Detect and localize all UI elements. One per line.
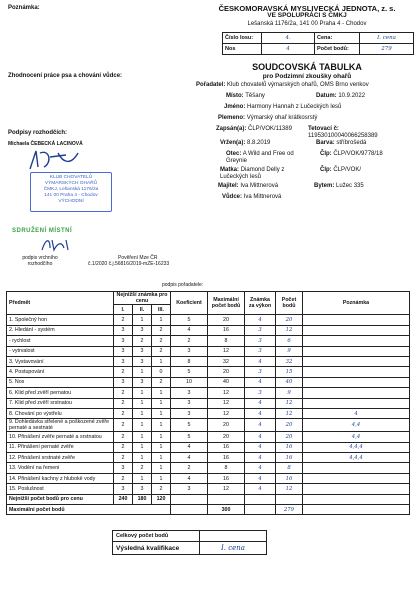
row-predmet: 3. Vystavování bbox=[7, 356, 114, 366]
row-ii: 3 bbox=[133, 325, 152, 335]
row-iii: 1 bbox=[152, 432, 171, 442]
max-row-label: Maximální počet bodů bbox=[7, 505, 171, 515]
row-i: 2 bbox=[114, 367, 133, 377]
misto-label: Místo: bbox=[226, 93, 244, 99]
row-znamka: 4 bbox=[245, 408, 276, 418]
nos-label: Nos bbox=[223, 44, 262, 55]
row-max: 12 bbox=[208, 388, 245, 398]
row-ii: 3 bbox=[133, 346, 152, 356]
row-koeficient: 5 bbox=[171, 419, 208, 432]
stamp-line: 141 00 Praha 4 - Chodov bbox=[44, 193, 98, 198]
row-max: 16 bbox=[208, 473, 245, 483]
row-koeficient: 2 bbox=[171, 463, 208, 473]
stamp-line: ČMKJ, Lešanská 1176/2a bbox=[43, 187, 99, 192]
row-ii: 1 bbox=[133, 473, 152, 483]
org-address: Lešanská 1176/2a, 141 00 Praha 4 - Chodov bbox=[247, 21, 367, 27]
povereni-cislo: č.1/2020 č.j.56816/2019-mZE-16233 bbox=[88, 261, 170, 267]
row-i: 2 bbox=[114, 398, 133, 408]
table-row bbox=[7, 473, 410, 483]
row-poznamka bbox=[303, 388, 410, 398]
row-iii: 1 bbox=[152, 419, 171, 432]
row-pocet-bodu: 8 bbox=[276, 463, 303, 473]
row-ii: 1 bbox=[133, 367, 152, 377]
row-poznamka bbox=[303, 325, 410, 335]
row-koeficient: 3 bbox=[171, 484, 208, 494]
row-max: 16 bbox=[208, 442, 245, 452]
row-max: 20 bbox=[208, 432, 245, 442]
row-max: 20 bbox=[208, 419, 245, 432]
datum-label: Datum: bbox=[316, 93, 337, 99]
row-max: 16 bbox=[208, 453, 245, 463]
row-predmet: 5. Nos bbox=[7, 377, 114, 387]
row-predmet: - vytrvalost bbox=[7, 346, 114, 356]
row-koeficient: 8 bbox=[171, 356, 208, 366]
row-predmet: 7. Klid před zvěří srstnatou bbox=[7, 398, 114, 408]
tetovaci-label: Tetovací č: bbox=[308, 126, 339, 132]
row-poznamka bbox=[303, 367, 410, 377]
total-points: 279 bbox=[276, 505, 303, 515]
row-ii: 1 bbox=[133, 432, 152, 442]
row-znamka: 4 bbox=[245, 432, 276, 442]
row-znamka: 3 bbox=[245, 336, 276, 346]
red-stamp-text: SDRUŽENÍ MÍSTNÍ bbox=[12, 228, 73, 234]
row-pocet-bodu: 20 bbox=[276, 315, 303, 325]
row-max: 12 bbox=[208, 484, 245, 494]
row-i: 2 bbox=[114, 419, 133, 432]
stamp-line: KLUB CHOVATELŮ bbox=[49, 175, 93, 180]
row-predmet: 4. Postupování bbox=[7, 367, 114, 377]
row-pocet-bodu: 32 bbox=[276, 356, 303, 366]
row-predmet: 1. Společný hon bbox=[7, 315, 114, 325]
otec-label: Otec: bbox=[226, 151, 242, 157]
club-stamp bbox=[30, 172, 112, 212]
row-iii: 1 bbox=[152, 442, 171, 452]
vysledna-label: Výsledná kvalifikace bbox=[113, 542, 200, 555]
datum-value: 10.9.2022 bbox=[338, 93, 366, 99]
row-pocet-bodu: 9 bbox=[276, 346, 303, 356]
row-znamka: 4 bbox=[245, 473, 276, 483]
row-koeficient: 3 bbox=[171, 388, 208, 398]
col-i: I. bbox=[114, 305, 133, 315]
row-znamka: 3 bbox=[245, 367, 276, 377]
row-max: 20 bbox=[208, 367, 245, 377]
plemeno-value: Výmarský ohař krátkosrstý bbox=[246, 115, 318, 121]
page-title: SOUDCOVSKÁ TABULKA bbox=[252, 62, 362, 72]
row-koeficient: 5 bbox=[171, 367, 208, 377]
row-max: 12 bbox=[208, 398, 245, 408]
row-iii: 1 bbox=[152, 356, 171, 366]
row-znamka: 4 bbox=[245, 356, 276, 366]
row-poznamka bbox=[303, 356, 410, 366]
row-pocet-bodu: 12 bbox=[276, 484, 303, 494]
col-nejnizsi: Nejnižší známka pro cenu bbox=[114, 292, 171, 305]
row-koeficient: 4 bbox=[171, 453, 208, 463]
row-ii: 1 bbox=[133, 419, 152, 432]
poznamka-label: Poznámka: bbox=[8, 5, 40, 11]
row-iii: 1 bbox=[152, 473, 171, 483]
table-row bbox=[7, 484, 410, 494]
nejnizsi-ii: 180 bbox=[133, 494, 152, 504]
row-i: 2 bbox=[114, 442, 133, 452]
zapsan-value: ČLP/VOK/11389 bbox=[248, 126, 292, 132]
row-iii: 1 bbox=[152, 315, 171, 325]
row-predmet: 11. Přinášení pernaté zvěře bbox=[7, 442, 114, 452]
row-i: 3 bbox=[114, 325, 133, 335]
row-poznamka: 4,4,4 bbox=[303, 442, 410, 452]
table-row bbox=[7, 419, 410, 432]
row-ii: 3 bbox=[133, 356, 152, 366]
row-max: 32 bbox=[208, 356, 245, 366]
row-koeficient: 2 bbox=[171, 336, 208, 346]
row-znamka: 4 bbox=[245, 315, 276, 325]
row-poznamka: 4,4,4 bbox=[303, 453, 410, 463]
nejnizsi-iii: 120 bbox=[152, 494, 171, 504]
bytem-label: Bytem: bbox=[314, 183, 335, 189]
row-znamka: 4 bbox=[245, 377, 276, 387]
score-table bbox=[6, 291, 410, 515]
page-subtitle: pro Podzimní zkoušky ohařů bbox=[262, 73, 352, 80]
vudce-label: Vůdce: bbox=[222, 194, 243, 200]
row-predmet: 15. Poslušnost bbox=[7, 484, 114, 494]
row-znamka: 3 bbox=[245, 346, 276, 356]
row-iii: 2 bbox=[152, 336, 171, 346]
row-pocet-bodu: 16 bbox=[276, 473, 303, 483]
row-pocet-bodu: 20 bbox=[276, 432, 303, 442]
row-iii: 1 bbox=[152, 388, 171, 398]
table-row bbox=[7, 408, 410, 418]
row-ii: 1 bbox=[133, 388, 152, 398]
row-predmet: 12. Přinášení srstnaté zvěře bbox=[7, 453, 114, 463]
row-koeficient: 4 bbox=[171, 325, 208, 335]
row-znamka: 3 bbox=[245, 388, 276, 398]
row-i: 3 bbox=[114, 484, 133, 494]
nejnizsi-row-label: Nejnižší počet bodů pro cenu bbox=[7, 494, 114, 504]
table-row bbox=[7, 463, 410, 473]
row-iii: 2 bbox=[152, 484, 171, 494]
row-predmet: 14. Přinášení kachny z hlubokě vody bbox=[7, 473, 114, 483]
col-pocet: Počet bodů bbox=[276, 292, 303, 315]
table-row bbox=[7, 442, 410, 452]
row-i: 3 bbox=[114, 377, 133, 387]
tetovaci-value: 119530100040066258389 bbox=[308, 133, 378, 139]
table-row bbox=[7, 377, 410, 387]
row-predmet: 6. Klid před zvěří pernatou bbox=[7, 388, 114, 398]
rozhodci-name: Michaela ČEBECKÁ LACINOVÁ bbox=[8, 141, 83, 147]
row-poznamka: 4 bbox=[303, 408, 410, 418]
row-pocet-bodu: 16 bbox=[276, 453, 303, 463]
row-i: 2 bbox=[114, 432, 133, 442]
celkovy-label: Celkový počet bodů bbox=[113, 531, 200, 542]
col-poznamka: Poznámka bbox=[303, 292, 410, 315]
row-iii: 2 bbox=[152, 325, 171, 335]
row-predmet: 9. Dohledávka střelené a poškozené zvěře pernaté a sestnaté bbox=[7, 419, 114, 432]
row-pocet-bodu: 12 bbox=[276, 325, 303, 335]
row-koeficient: 4 bbox=[171, 442, 208, 452]
otec-value: A Wild and Free od Greynie bbox=[226, 151, 294, 164]
table-row bbox=[7, 325, 410, 335]
row-koeficient: 10 bbox=[171, 377, 208, 387]
table-row bbox=[7, 367, 410, 377]
row-koeficient: 4 bbox=[171, 473, 208, 483]
table-row bbox=[7, 346, 410, 356]
col-znamka: Známka za výkon bbox=[245, 292, 276, 315]
row-poznamka bbox=[303, 315, 410, 325]
org-name: ČESKOMORAVSKÁ MYSLIVECKÁ JEDNOTA, z. s. bbox=[218, 4, 396, 13]
row-poznamka bbox=[303, 377, 410, 387]
row-poznamka bbox=[303, 398, 410, 408]
table-row bbox=[7, 388, 410, 398]
col-predmet: Předmět bbox=[7, 292, 114, 315]
row-i: 3 bbox=[114, 346, 133, 356]
row-pocet-bodu: 9 bbox=[276, 388, 303, 398]
row-predmet: - rychlost bbox=[7, 336, 114, 346]
row-pocet-bodu: 20 bbox=[276, 419, 303, 432]
row-znamka: 4 bbox=[245, 463, 276, 473]
row-znamka: 4 bbox=[245, 419, 276, 432]
row-ii: 1 bbox=[133, 408, 152, 418]
row-i: 2 bbox=[114, 388, 133, 398]
cena-value: I. cena bbox=[360, 33, 414, 44]
row-ii: 3 bbox=[133, 377, 152, 387]
row-ii: 2 bbox=[133, 336, 152, 346]
misto-value: Těšany bbox=[245, 93, 265, 99]
row-max: 12 bbox=[208, 346, 245, 356]
vysledna-value: I. cena bbox=[200, 542, 267, 555]
row-i: 2 bbox=[114, 453, 133, 463]
majitel-label: Majitel: bbox=[218, 183, 239, 189]
row-iii: 1 bbox=[152, 398, 171, 408]
majitel-value: Iva Mittnerová bbox=[240, 183, 279, 189]
rozhodciho: rozhodčího bbox=[27, 261, 53, 267]
table-row bbox=[7, 453, 410, 463]
row-znamka: 4 bbox=[245, 484, 276, 494]
row-max: 40 bbox=[208, 377, 245, 387]
row-iii: 2 bbox=[152, 377, 171, 387]
table-row bbox=[7, 336, 410, 346]
row-ii: 2 bbox=[133, 463, 152, 473]
info-box bbox=[222, 32, 414, 55]
jmeno-label: Jméno: bbox=[224, 104, 246, 110]
poradatel-value: Klub chovatelů výmarských ohařů, OMS Brno venkov bbox=[227, 82, 369, 88]
podpis-poradatele: podpis pořadatele: bbox=[162, 282, 204, 288]
row-znamka: 4 bbox=[245, 453, 276, 463]
row-predmet: 13. Vodění na řemeni bbox=[7, 463, 114, 473]
table-row bbox=[7, 398, 410, 408]
row-i: 3 bbox=[114, 336, 133, 346]
cislo-losu-value: 4. bbox=[262, 33, 315, 44]
barva-label: Barva: bbox=[316, 140, 335, 146]
row-pocet-bodu: 6 bbox=[276, 336, 303, 346]
row-koeficient: 3 bbox=[171, 398, 208, 408]
row-iii: 1 bbox=[152, 408, 171, 418]
pocet-bodu-value: 279 bbox=[360, 44, 414, 55]
vudce-value: Iva Mittnerová bbox=[243, 194, 282, 200]
table-row bbox=[7, 432, 410, 442]
row-i: 2 bbox=[114, 408, 133, 418]
cislo-losu-label: Číslo losu: bbox=[223, 33, 262, 44]
zapsan-label: Zapsán(a): bbox=[216, 126, 247, 132]
row-iii: 0 bbox=[152, 367, 171, 377]
row-pocet-bodu: 16 bbox=[276, 442, 303, 452]
row-poznamka bbox=[303, 463, 410, 473]
matka-label: Matka: bbox=[220, 167, 240, 173]
row-ii: 1 bbox=[133, 453, 152, 463]
pocet-bodu-label: Počet bodů: bbox=[315, 44, 360, 55]
jmeno-value: Harmony Hannah z Lučeckých lesů bbox=[247, 104, 342, 110]
cena-label: Cena: bbox=[315, 33, 360, 44]
row-iii: 1 bbox=[152, 453, 171, 463]
col-ii: II. bbox=[133, 305, 152, 315]
row-ii: 3 bbox=[133, 484, 152, 494]
row-max: 8 bbox=[208, 336, 245, 346]
row-poznamka: 4,4 bbox=[303, 432, 410, 442]
row-max: 8 bbox=[208, 463, 245, 473]
row-znamka: 4 bbox=[245, 442, 276, 452]
summary-table bbox=[112, 530, 267, 555]
row-predmet: 2. Hledání - systém bbox=[7, 325, 114, 335]
barva-value: stříbrošedá bbox=[336, 140, 367, 146]
row-pocet-bodu: 40 bbox=[276, 377, 303, 387]
podpisy-rozhodcich-label: Podpisy rozhodčích: bbox=[8, 130, 68, 136]
row-poznamka bbox=[303, 346, 410, 356]
row-max: 12 bbox=[208, 408, 245, 418]
judge-signature-1 bbox=[26, 147, 86, 173]
vrhnut-value: 8.8.2019 bbox=[247, 140, 271, 146]
row-max: 20 bbox=[208, 315, 245, 325]
stamp-line: VÝCHODNÍ bbox=[58, 199, 84, 204]
row-i: 2 bbox=[114, 473, 133, 483]
row-ii: 1 bbox=[133, 398, 152, 408]
row-predmet: 10. Přinášení zvěře pernaté a srstnatou bbox=[7, 432, 114, 442]
podpis-vrchniho: podpis vrchního bbox=[22, 255, 58, 261]
stamp-line: VÝMARSKÝCH OHAŘŮ bbox=[44, 181, 98, 186]
matka-clp-label: Člp: bbox=[320, 167, 332, 173]
row-max: 16 bbox=[208, 325, 245, 335]
plemeno-label: Plemeno: bbox=[218, 115, 246, 121]
otec-clp-label: Člp: bbox=[320, 151, 332, 157]
details-block bbox=[196, 82, 414, 205]
row-iii: 1 bbox=[152, 463, 171, 473]
row-koeficient: 3 bbox=[171, 408, 208, 418]
chief-judge-signature bbox=[38, 236, 78, 254]
row-znamka: 4 bbox=[245, 398, 276, 408]
matka-clp-value: ČLP/VOK/ bbox=[333, 167, 362, 173]
nos-value: 4 bbox=[262, 44, 315, 55]
row-koeficient: 5 bbox=[171, 432, 208, 442]
row-poznamka bbox=[303, 484, 410, 494]
row-znamka: 3 bbox=[245, 325, 276, 335]
vrhnut-label: Vržen(a): bbox=[220, 140, 246, 146]
povereni-label: Pověření Mze ČR bbox=[118, 255, 158, 261]
otec-clp-value: ČLP/VOK/9778/18 bbox=[333, 151, 383, 157]
row-pocet-bodu: 12 bbox=[276, 398, 303, 408]
col-max: Maximální počet bodů bbox=[208, 292, 245, 315]
bytem-value: Lužec 335 bbox=[336, 183, 364, 189]
row-iii: 2 bbox=[152, 346, 171, 356]
row-i: 3 bbox=[114, 356, 133, 366]
row-koeficient: 5 bbox=[171, 315, 208, 325]
row-i: 3 bbox=[114, 463, 133, 473]
col-iii: III. bbox=[152, 305, 171, 315]
poradatel-label: Pořadatel: bbox=[196, 82, 226, 88]
row-poznamka bbox=[303, 336, 410, 346]
row-poznamka: 4,4 bbox=[303, 419, 410, 432]
row-i: 2 bbox=[114, 315, 133, 325]
row-predmet: 8. Chování po výstřelu bbox=[7, 408, 114, 418]
org-cooperation: VE SPOLUPRÁCI S ČMKJ bbox=[267, 12, 347, 19]
nejnizsi-i: 240 bbox=[114, 494, 133, 504]
row-koeficient: 3 bbox=[171, 346, 208, 356]
table-row bbox=[7, 356, 410, 366]
row-ii: 1 bbox=[133, 442, 152, 452]
table-row bbox=[7, 315, 410, 325]
row-poznamka bbox=[303, 473, 410, 483]
matka-value: Diamond Delly z Lučeckých lesů bbox=[220, 167, 285, 180]
col-koeficient: Koeficient bbox=[171, 292, 208, 315]
max-total: 300 bbox=[208, 505, 245, 515]
zhodnoceni-label: Zhodnocení práce psa a chování vůdce: bbox=[8, 73, 123, 79]
row-pocet-bodu: 12 bbox=[276, 408, 303, 418]
row-pocet-bodu: 15 bbox=[276, 367, 303, 377]
row-ii: 1 bbox=[133, 315, 152, 325]
